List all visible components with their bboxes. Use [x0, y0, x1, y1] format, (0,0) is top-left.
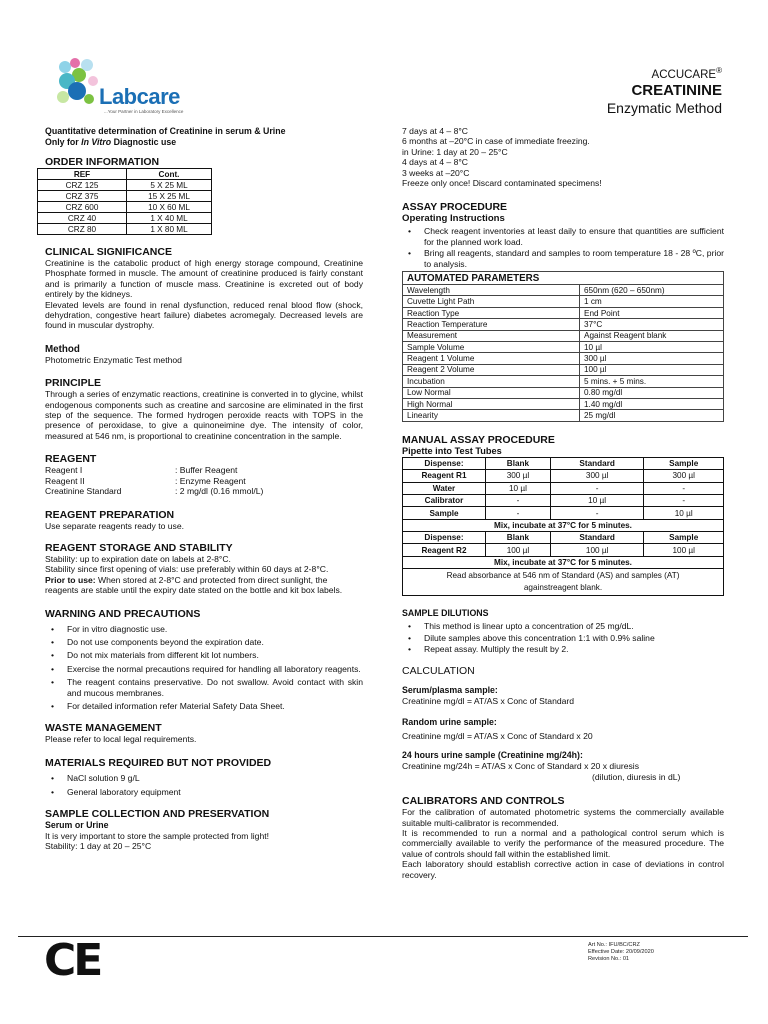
- manual-header: Standard: [550, 457, 644, 469]
- footer-date: Effective Date: 20/09/2020: [588, 949, 654, 955]
- manual-row: [403, 507, 724, 519]
- order-cont: 1 X 40 ML: [127, 213, 212, 224]
- intro-line2: Only for In Vitro Diagnostic use: [45, 137, 177, 147]
- left-column: [45, 126, 363, 851]
- stability-line: Freeze only once! Discard contaminated specimens!: [402, 178, 602, 189]
- param-value: 1 cm: [580, 296, 724, 307]
- order-cont: 1 X 80 ML: [127, 224, 212, 235]
- order-row: [38, 191, 212, 202]
- storage-prior: Prior to use: When stored at 2-8°C and protected from direct sunlight, the reagents are stable until the expiry date stated on the bottle and kit box labels.: [45, 574, 343, 596]
- stability-line: 7 days at 4 – 8°C: [402, 126, 469, 136]
- manual-header: Blank: [486, 457, 551, 469]
- manual-header: Dispense:: [403, 532, 486, 544]
- param-name: Sample Volume: [403, 342, 580, 353]
- param-value: 100 µl: [580, 364, 724, 375]
- param-name: Reagent 2 Volume: [403, 364, 580, 375]
- warning-item: • Exercise the normal precautions required for handling all laboratory reagents.: [45, 664, 363, 674]
- sample-stability-lines: [402, 126, 724, 188]
- calc-heading: CALCULATION: [402, 665, 475, 678]
- materials-heading: MATERIALS REQUIRED BUT NOT PROVIDED: [45, 756, 272, 769]
- reagent-name: Creatinine Standard: [45, 486, 122, 497]
- calc-s1-label: Serum/plasma sample:: [402, 685, 498, 696]
- param-name: Reagent 1 Volume: [403, 353, 580, 364]
- manual-cell: -: [486, 494, 551, 506]
- manual-header: Standard: [550, 532, 644, 544]
- warning-heading: WARNING AND PRECAUTIONS: [45, 607, 201, 620]
- manual-table: [402, 457, 724, 597]
- product-subtitle: Enzymatic Method: [606, 99, 722, 116]
- warning-list: [45, 624, 363, 712]
- param-name: Reaction Type: [403, 307, 580, 318]
- method-heading: Method: [45, 343, 80, 355]
- param-value: Against Reagent blank: [580, 330, 724, 341]
- manual-row-label: Sample: [403, 507, 486, 519]
- manual-row: [403, 482, 724, 494]
- manual-heading: MANUAL ASSAY PROCEDURE: [402, 433, 555, 446]
- manual-read-row-text: Read absorbance at 546 nm of Standard (AS) and samples (AT) againstreagent blank.: [403, 569, 724, 596]
- manual-mix-row: [403, 519, 724, 531]
- order-row: [38, 202, 212, 213]
- manual-read-row: [403, 569, 724, 596]
- product-title: CREATININE: [631, 81, 722, 99]
- storage-l2: Stability since first opening of vials: use preferably within 60 days at 2-8°C.: [45, 564, 329, 575]
- manual-cell: 100 µl: [644, 544, 724, 556]
- manual-row: [403, 470, 724, 482]
- params-heading: AUTOMATED PARAMETERS: [403, 272, 724, 285]
- manual-cell: -: [550, 507, 644, 519]
- manual-header: Sample: [644, 457, 724, 469]
- order-cont: 10 X 60 ML: [127, 202, 212, 213]
- manual-header: Dispense:: [403, 457, 486, 469]
- storage-l1: Stability: up to expiration date on labels at 2-8°C.: [45, 553, 231, 564]
- param-name: Cuvette Light Path: [403, 296, 580, 307]
- manual-row-label: Calibrator: [403, 494, 486, 506]
- manual-cell: 300 µl: [550, 470, 644, 482]
- param-row: [403, 353, 724, 364]
- param-row: [403, 387, 724, 398]
- manual-row: [403, 494, 724, 506]
- manual-header: Blank: [486, 532, 551, 544]
- dilution-item: • This method is linear upto a concentration of 25 mg/dL.: [402, 621, 724, 631]
- reagent-row: [45, 486, 363, 496]
- param-value: 0.80 mg/dl: [580, 387, 724, 398]
- order-ref: CRZ 80: [38, 224, 127, 235]
- param-row: [403, 410, 724, 421]
- footer-info: [588, 942, 654, 963]
- manual-cell: -: [644, 494, 724, 506]
- param-name: Wavelength: [403, 285, 580, 296]
- right-column: [402, 126, 724, 880]
- calc-s3-label: 24 hours urine sample (Creatinine mg/24h):: [402, 750, 583, 761]
- manual-cell: -: [644, 482, 724, 494]
- reagent-value: : 2 mg/dl (0.16 mmol/L): [175, 486, 264, 497]
- controls-p2: It is recommended to run a normal and a pathological control serum which is commercially available to verify the performance of the measured procedure. The value of controls should fall within the established limit.: [402, 827, 724, 859]
- reagent-heading: REAGENT: [45, 453, 97, 466]
- param-row: [403, 307, 724, 318]
- calc-s2-formula: Creatinine mg/dl = AT/AS x Conc of Standard x 20: [402, 730, 593, 741]
- param-value: 1.40 mg/dl: [580, 398, 724, 409]
- param-name: Measurement: [403, 330, 580, 341]
- prep-heading: REAGENT PREPARATION: [45, 508, 175, 521]
- order-cont: 15 X 25 ML: [127, 191, 212, 202]
- calc-s3-formula: Creatinine mg/24h = AT/AS x Conc of Standard x 20 x diuresis: [402, 761, 640, 772]
- warning-item: • Do not mix materials from different kit lot numbers.: [45, 650, 363, 660]
- order-cont: 5 X 25 ML: [127, 180, 212, 191]
- assay-list: [402, 226, 724, 269]
- waste-heading: WASTE MANAGEMENT: [45, 722, 162, 735]
- principle-text: Through a series of enzymatic reactions, creatinine is converted in to glycine, whilst endogenous components such as creatine and sarcosine are eliminated in the first step of the sequence. The formed hydrogen peroxide reacts with TOPS in the presence of peroxidase, to give a quinoneimine dye. The intensity of color, measured at 546 nm, is proportional to creatinine concentration in the sample.: [45, 389, 363, 441]
- calc-s1-formula: Creatinine mg/dl = AT/AS x Conc of Standard: [402, 696, 575, 707]
- param-row: [403, 330, 724, 341]
- param-name: Linearity: [403, 410, 580, 421]
- manual-cell: 10 µl: [486, 482, 551, 494]
- intro-line1: Quantitative determination of Creatinine in serum & Urine: [45, 126, 286, 136]
- materials-item: • NaCl solution 9 g/L: [45, 773, 363, 783]
- controls-p1: For the calibration of automated photometric systems the commercially available suitable multi-calibrator is recommended.: [402, 807, 724, 828]
- dilutions-heading: SAMPLE DILUTIONS: [402, 608, 489, 619]
- assay-sub: Operating Instructions: [402, 213, 505, 225]
- manual-cell: -: [486, 507, 551, 519]
- prep-text: Use separate reagents ready to use.: [45, 520, 185, 531]
- method-text: Photometric Enzymatic Test method: [45, 354, 182, 365]
- order-header-cont: Cont.: [127, 169, 212, 180]
- manual-cell: 100 µl: [550, 544, 644, 556]
- param-name: Incubation: [403, 376, 580, 387]
- reagent-row: [45, 476, 363, 486]
- materials-list: [45, 773, 363, 798]
- controls-p3: Each laboratory should establish corrective action in case of deviations in control recovery.: [402, 859, 724, 880]
- sample-l2: Stability: 1 day at 20 – 25°C: [45, 841, 152, 851]
- order-ref: CRZ 40: [38, 213, 127, 224]
- order-table: [37, 168, 212, 235]
- warning-item: • For in vitro diagnostic use.: [45, 624, 363, 634]
- param-value: End Point: [580, 307, 724, 318]
- footer-divider: [18, 936, 748, 937]
- warning-item: • The reagent contains preservative. Do not swallow. Avoid contact with skin and mucous membranes.: [45, 677, 363, 698]
- dilution-item: • Repeat assay. Multiply the result by 2.: [402, 644, 724, 654]
- manual-cell: 10 µl: [644, 507, 724, 519]
- manual-cell: -: [550, 482, 644, 494]
- param-value: 300 µl: [580, 353, 724, 364]
- param-name: High Normal: [403, 398, 580, 409]
- brand-name: Labcare: [99, 84, 180, 109]
- order-ref: CRZ 125: [38, 180, 127, 191]
- param-row: [403, 319, 724, 330]
- materials-item: • General laboratory equipment: [45, 787, 363, 797]
- param-value: 37°C: [580, 319, 724, 330]
- stability-line: 6 months at –20°C in case of immediate freezing.: [402, 136, 590, 147]
- clinical-p1: Creatinine is the catabolic product of high energy storage compound, Creatinine Phosphate formed in muscle. The amount of creatinine produced is fairly constant and is primarily a function of muscle mass. Creatinine is excreted out of body entirely by the kidneys.: [45, 258, 363, 300]
- param-name: Low Normal: [403, 387, 580, 398]
- assay-item: • Bring all reagents, standard and samples to room temperature 18 - 28 ºC, prior to analysis.: [402, 248, 724, 269]
- param-row: [403, 296, 724, 307]
- manual-cell: 100 µl: [486, 544, 551, 556]
- brand-tagline: ...Your Partner in Laboratory Excellence: [104, 109, 184, 114]
- footer-rev: Revision No.: 01: [588, 956, 630, 962]
- param-name: Reaction Temperature: [403, 319, 580, 330]
- reagent-value: : Enzyme Reagent: [175, 475, 246, 486]
- stability-line: 3 weeks at –20°C: [402, 167, 470, 178]
- param-value: 10 µl: [580, 342, 724, 353]
- manual-cell: 10 µl: [550, 494, 644, 506]
- param-value: 650nm (620 – 650nm): [580, 285, 724, 296]
- manual-sub: Pipette into Test Tubes: [402, 445, 502, 456]
- waste-text: Please refer to local legal requirements.: [45, 734, 197, 745]
- param-row: [403, 398, 724, 409]
- sample-heading: SAMPLE COLLECTION AND PRESERVATION: [45, 807, 270, 820]
- order-ref: CRZ 375: [38, 191, 127, 202]
- reagent-name: Reagent II: [45, 475, 85, 486]
- order-heading: ORDER INFORMATION: [45, 156, 160, 168]
- product-title-block: [607, 64, 722, 117]
- manual-mix-row: [403, 556, 724, 568]
- manual-row-label: Reagent R1: [403, 470, 486, 482]
- assay-heading: ASSAY PROCEDURE: [402, 201, 508, 214]
- reagent-row: [45, 465, 363, 475]
- ce-mark: CE: [44, 935, 101, 986]
- assay-item: • Check reagent inventories at least daily to ensure that quantities are sufficient for the planned work load.: [402, 226, 724, 247]
- order-row: [38, 180, 212, 191]
- manual-header-row: [403, 532, 724, 544]
- clinical-p2: Elevated levels are found in renal dysfunction, reduced renal blood flow (shock, dehydration, congestive heart failure) diabetes acromegaly. Decreased levels are found in muscular dystrophy.: [45, 299, 363, 331]
- param-row: [403, 342, 724, 353]
- manual-cell: 300 µl: [486, 470, 551, 482]
- manual-mix-row-text: Mix, incubate at 37°C for 5 minutes.: [403, 556, 724, 568]
- dilution-item: • Dilute samples above this concentration 1:1 with 0.9% saline: [402, 633, 724, 643]
- dilutions-list: [402, 621, 724, 654]
- reagent-list: [45, 465, 363, 496]
- manual-header-row: [403, 457, 724, 469]
- storage-heading: REAGENT STORAGE AND STABILITY: [45, 541, 233, 554]
- clinical-heading: CLINICAL SIGNIFICANCE: [45, 246, 172, 258]
- footer-art: Art No.: IFU/BC/CRZ: [588, 942, 640, 948]
- param-value: 25 mg/dl: [580, 410, 724, 421]
- sample-l1: It is very important to store the sample protected from light!: [45, 830, 270, 841]
- controls-heading: CALIBRATORS AND CONTROLS: [402, 795, 565, 808]
- principle-heading: PRINCIPLE: [45, 377, 102, 390]
- order-row: [38, 224, 212, 235]
- product-brand: ACCUCARE®: [651, 66, 722, 81]
- stability-line: 4 days at 4 – 8°C: [402, 157, 469, 168]
- order-row: [38, 213, 212, 224]
- calc-s2-label: Random urine sample:: [402, 716, 497, 727]
- sample-sub: Serum or Urine: [45, 819, 109, 830]
- reagent-name: Reagent I: [45, 465, 83, 476]
- order-header-ref: REF: [38, 169, 127, 180]
- param-row: [403, 285, 724, 296]
- param-row: [403, 376, 724, 387]
- stability-line: in Urine: 1 day at 20 – 25°C: [402, 146, 508, 157]
- reagent-value: : Buffer Reagent: [175, 465, 238, 476]
- params-table: [402, 271, 724, 422]
- manual-header: Sample: [644, 532, 724, 544]
- order-ref: CRZ 600: [38, 202, 127, 213]
- manual-row-label: Reagent R2: [403, 544, 486, 556]
- manual-cell: 300 µl: [644, 470, 724, 482]
- manual-row: [403, 544, 724, 556]
- warning-item: • Do not use components beyond the expiration date.: [45, 637, 363, 647]
- warning-item: • For detailed information refer Material Safety Data Sheet.: [45, 701, 363, 711]
- manual-row-label: Water: [403, 482, 486, 494]
- param-row: [403, 364, 724, 375]
- param-value: 5 mins. + 5 mins.: [580, 376, 724, 387]
- manual-mix-row-text: Mix, incubate at 37°C for 5 minutes.: [403, 519, 724, 531]
- calc-s3-note: (dilution, diuresis in dL): [592, 771, 681, 782]
